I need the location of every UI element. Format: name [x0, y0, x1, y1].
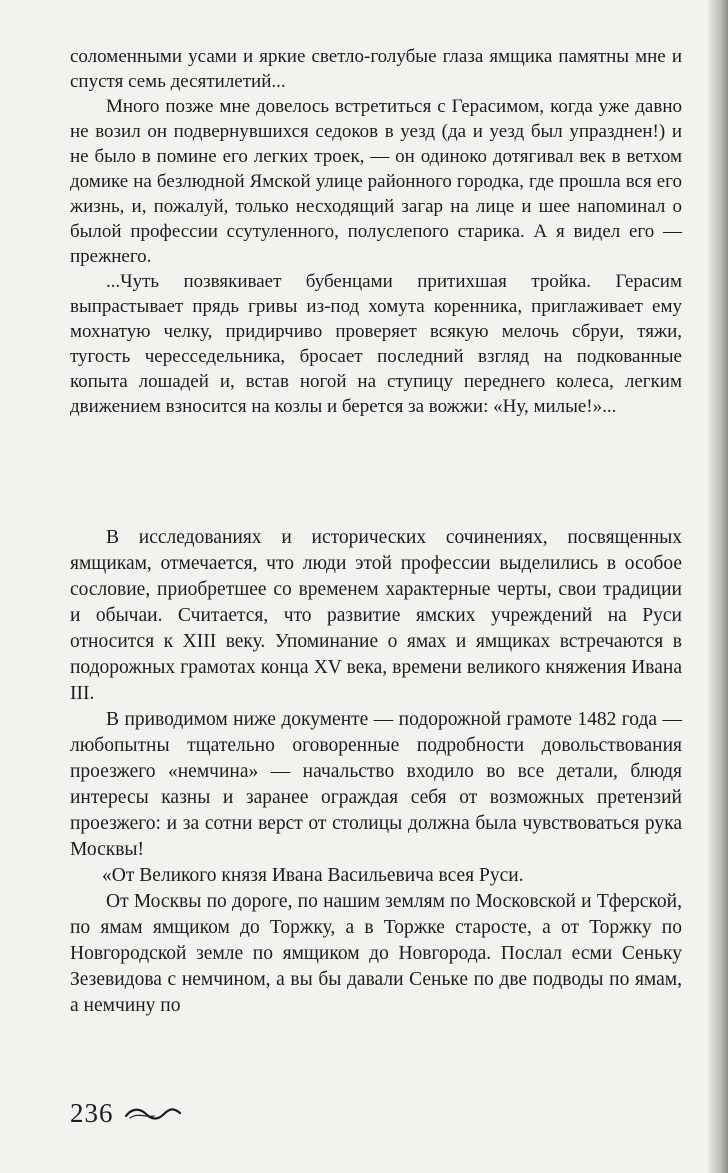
paragraph: «От Великого князя Ивана Васильевича всея Руси.	[102, 865, 524, 886]
paragraph: Много позже мне довелось встретиться с Герасимом, когда уже давно не возил он подвернувшихся седоков в уезд (да и уезд был упразднен!) и не было в помине его легких троек, — он одиноко дотягивал век в ветхом домике на безлюдной Ямской улице районного городка, где прошла вся его жизнь, и, пожалуй, только несходящий загар на лице и шее напоминал о былой профессии ссутуленного, полуслепого старика. А я видел его — прежнего.	[70, 96, 682, 267]
page-edge-shadow	[706, 0, 728, 1173]
paragraph: соломенными усами и яркие светло-голубые глаза ямщика памятны мне и спустя семь десятилетий...	[70, 46, 682, 92]
paragraph: В исследованиях и исторических сочинениях, посвященных ямщикам, отмечается, что люди этой профессии выделились в особое сословие, приобретшее со временем характерные черты, свои традиции и обычаи. Считается, что развитие ямских учреждений на Руси относится к XIII веку. Упоминание о ямах и ямщиках встречаются в подорожных грамотах конца XV века, времени великого княжения Ивана III.	[70, 527, 682, 704]
text-section-2	[70, 525, 682, 1019]
text-section-1	[70, 44, 682, 419]
page-footer	[70, 1098, 182, 1129]
paragraph: В приводимом ниже документе — подорожной грамоте 1482 года — любопытны тщательно оговоренные подробности довольствования проезжего «немчина» — начальство входило во все детали, блюдя интересы казны и заранее ограждая себя от возможных претензий проезжего: и за сотни верст от столицы должна была чувствоваться рука Москвы!	[70, 709, 682, 860]
swirl-ornament-icon	[124, 1106, 182, 1122]
paragraph: От Москвы по дороге, по нашим землям по Московской и Тферской, по ямам ямщиком до Торжку, а в Торжке старосте, а от Торжку по Новгородской земле по ямщиком до Новгорода. Послал есми Сеньку Зезевидова с немчином, а вы бы давали Сеньке по две подводы по ямам, а немчину по	[70, 891, 682, 1016]
paragraph: ...Чуть позвякивает бубенцами притихшая тройка. Герасим выпрастывает прядь гривы из-под хомута коренника, приглаживает ему мохнатую челку, придирчиво проверяет всякую мелочь сбруи, тяжи, тугость чересседельника, бросает последний взгляд на подкованные копыта лошадей и, встав ногой на ступицу переднего колеса, легким движением взносится на козлы и берется за вожжи: «Ну, милые!»...	[70, 271, 682, 417]
page-number: 236	[70, 1098, 114, 1128]
